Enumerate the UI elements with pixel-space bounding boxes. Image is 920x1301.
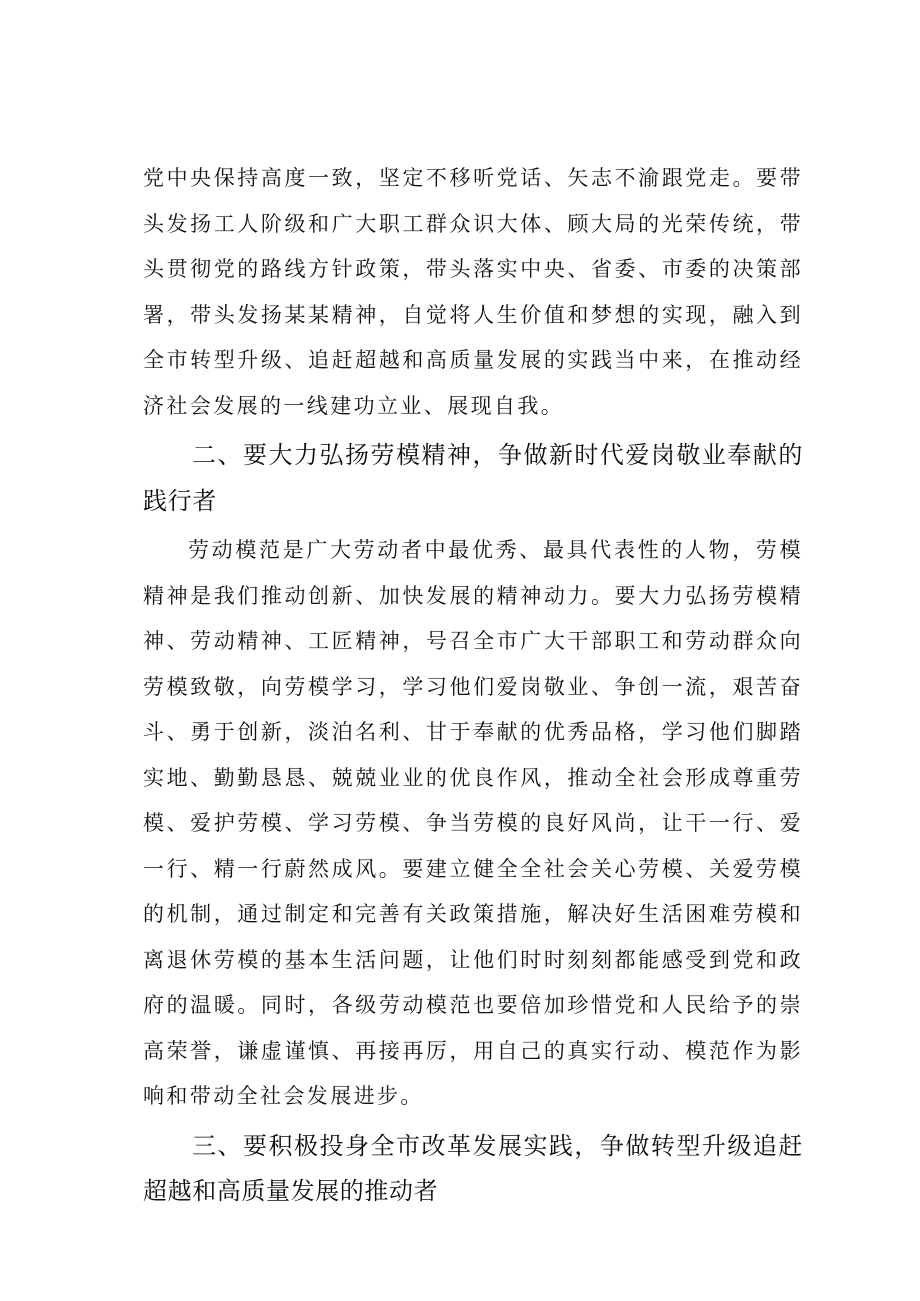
body-paragraph-1: 党中央保持高度一致，坚定不移听党话、矢志不渝跟党走。要带头发扬工人阶级和广大职工群众识大体、顾大局的光荣传统，带头贯彻党的路线方针政策，带头落实中央、省委、市委的决策部署，带头发扬某某精神，自觉将人生价值和梦想的实现，融入到全市转型升级、追赶超越和高质量发展的实践当中来，在推动经济社会发展的一线建功立业、展现自我。 <box>143 166 803 418</box>
body-paragraph-2: 劳动模范是广大劳动者中最优秀、最具代表性的人物，劳模精神是我们推动创新、加快发展的精神动力。要大力弘扬劳模精神、劳动精神、工匠精神，号召全市广大干部职工和劳动群众向劳模致敬，向劳模学习，学习他们爱岗敬业、争创一流，艰苦奋斗、勇于创新，淡泊名利、甘于奉献的优秀品格，学习他们脚踏实地、勤勤恳恳、兢兢业业的优良作风，推动全社会形成尊重劳模、爱护劳模、学习劳模、争当劳模的良好风尚，让干一行、爱一行、精一行蔚然成风。要建立健全全社会关心劳模、关爱劳模的机制，通过制定和完善有关政策措施，解决好生活困难劳模和离退休劳模的基本生活问题，让他们时时刻刻都能感受到党和政府的温暖。同时，各级劳动模范也要倍加珍惜党和人民给予的崇高荣誉，谦虚谨慎、再接再厉，用自己的真实行动、模范作为影响和带动全社会发展进步。 <box>143 538 803 1108</box>
document-body <box>143 156 803 1215</box>
section-heading-3: 三、要积极投身全市改革发展实践，争做转型升级追赶超越和高质量发展的推动者 <box>143 1131 803 1205</box>
section-heading-2: 二、要大力弘扬劳模精神，争做新时代爱岗敬业奉献的践行者 <box>143 441 803 515</box>
